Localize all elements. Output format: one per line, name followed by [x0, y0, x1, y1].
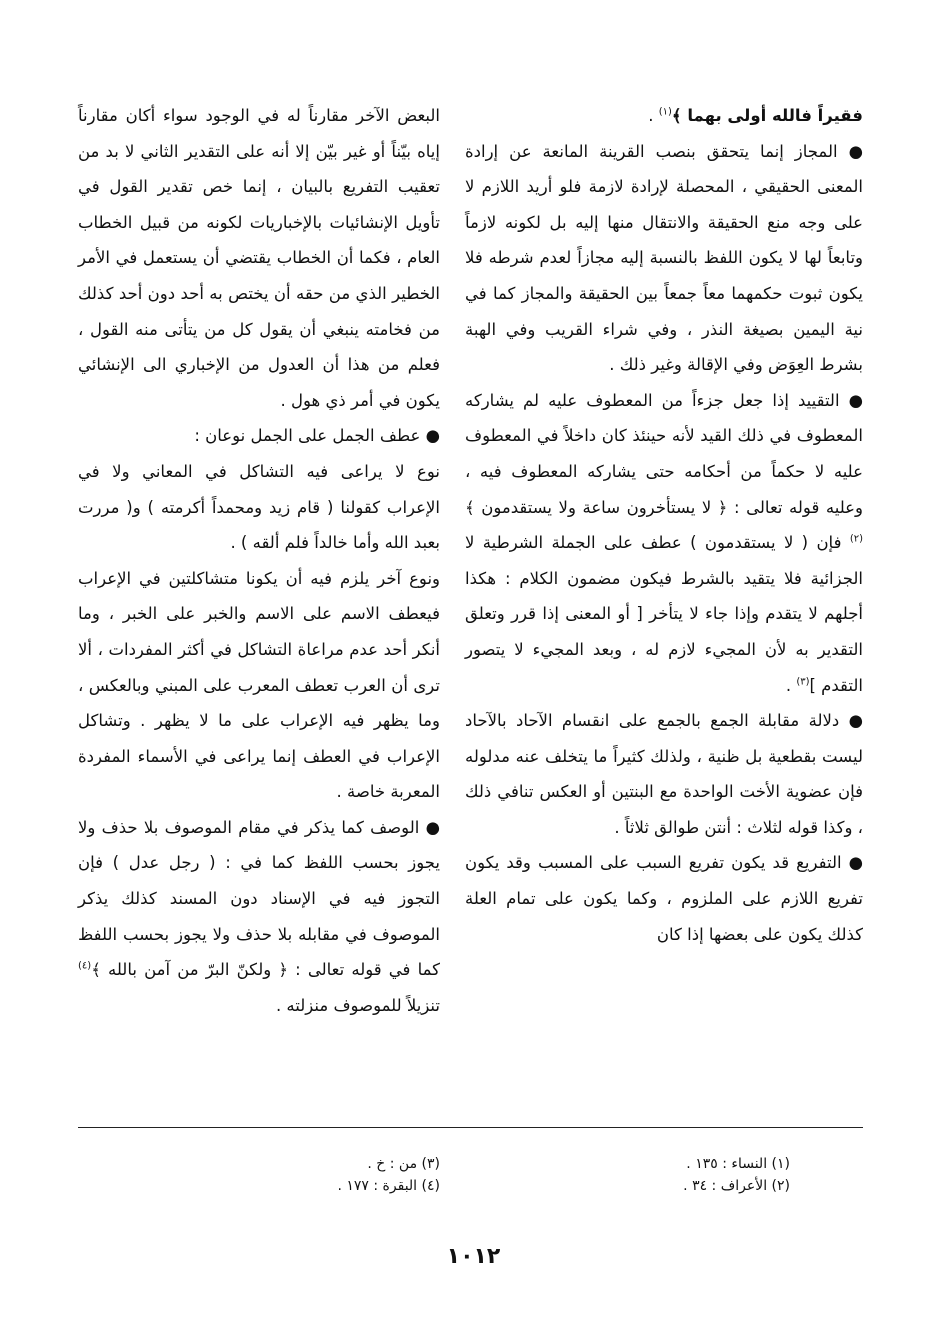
footnote-2: (٢) الأعراف : ٣٤ . [683, 1178, 790, 1194]
footnotes-left [140, 1153, 440, 1197]
left-column [78, 98, 440, 1023]
paragraph: البعض الآخر مقارناً له في الوجود سواء أكان مقارناً إياه بيّناً أو غير بيّن إلا أنه على التقدير الثاني لا بد من تعقيب التفريع بالبيان ، إنما خص تقدير القول في تأويل الإنشائيات بالإخباريات لكونه من قبيل الخطاب العام ، فكما أن الخطاب يقتضي أن يستعمل في الأمر الخطير الذي من حقه أن يختص به أحد دون أحد كذلك من فخامته ينبغي أن يقول كل من يتأتى منه القول ، فعلم من هذا أن العدول من الإخباري الى الإنشائي يكون في أمر ذي هول . [78, 106, 440, 410]
footnotes-right [480, 1153, 790, 1197]
footnote-divider [78, 1127, 863, 1128]
paragraph: نوع لا يراعى فيه التشاكل في المعاني ولا في الإعراب كقولنا ( قام زيد ومحمداً أكرمته ) و( مررت بعبد الله وأما خالداً فلم ألقه ) . [78, 461, 440, 553]
paragraph: فقيراً فالله أولى بهما ﴾$^{(١)}$ . [648, 106, 863, 125]
page-number: ١٠١٢ [446, 1244, 501, 1269]
paragraph: ● التقييد إذا جعل جزءاً من المعطوف عليه لم يشاركه المعطوف في ذلك القيد لأنه حينئذ كان داخلاً في المعطوف عليه لا حكماً من أحكامه حتى يشاركه المعطوف فيه ، وعليه قوله تعالى : ﴿ لا يستأخرون ساعة ولا يستقدمون ﴾$^{(٢)}$ فإن ( لا يستقدمون ) عطف على الجملة الشرطية لا الجزائية فلا يتقيد بالشرط فيكون مضمون الكلام : هكذا أجلهم لا يتقدم وإذا جاء لا يتأخر [ أو المعنى إذا قرر وتعلق التقدير به لأن المجيء لازم له ، وبعد المجيء لا يتصور التقدم ]$^{(٣)}$ . [465, 390, 863, 695]
right-column [465, 98, 863, 952]
footnote-4: (٤) البقرة : ١٧٧ . [337, 1178, 440, 1194]
footnote-1: (١) النساء : ١٣٥ . [686, 1156, 790, 1172]
paragraph: ● المجاز إنما يتحقق بنصب القرينة المانعة عن إرادة المعنى الحقيقي ، المحصلة لإرادة لازمة فلو أريد اللازم لا على وجه منع الحقيقة والانتقال منها إليه بل لكونه لازماً وتابعاً لها لا يكون اللفظ بالنسبة إليه مجازاً لعدم شرطه فلا يكون ثبوت حكمهما معاً جمعاً بين الحقيقة والمجاز كما في نية اليمين بصيغة النذر ، وفي شراء القريب وفي الهبة بشرط العِوَض وفي الإقالة وغير ذلك . [465, 141, 863, 375]
paragraph: ● التفريع قد يكون تفريع السبب على المسبب وقد يكون تفريع اللازم على الملزوم ، وكما يكون على تمام العلة كذلك يكون على بعضها إذا كان [465, 853, 863, 944]
paragraph: ● عطف الجمل على الجمل نوعان : [194, 426, 440, 446]
paragraph: ● دلالة مقابلة الجمع بالجمع على انقسام الآحاد بالآحاد ليست بقطعية بل ظنية ، ولذلك كثيراً ما يتخلف عنه مدلوله فإن عضوية الأخت الواحدة مع البنتين أو العكس تنافي ذلك ، وكذا قوله لثلاث : أنتن طوالق ثلاثاً . [465, 711, 863, 837]
footnote-3: (٣) من : خ . [367, 1156, 440, 1172]
paragraph: ونوع آخر يلزم فيه أن يكونا متشاكلتين في الإعراب فيعطف الاسم على الاسم والخبر على الخبر ، وما أنكر أحد عدم مراعاة التشاكل في أكثر المفردات ، ألا ترى أن العرب تعطف المعرب على المبني وبالعكس ، وما يظهر فيه الإعراب على ما لا يظهر . وتشاكل الإعراب في العطف إنما يراعى في الأسماء المفردة المعربة خاصة . [78, 568, 440, 802]
paragraph: ● الوصف كما يذكر في مقام الموصوف بلا حذف ولا يجوز بحسب اللفظ كما في : ( رجل عدل ) فإن التجوز فيه في الإسناد دون المسند كذلك يذكر الموصوف في مقابله بلا حذف ولا يجوز بحسب اللفظ كما في قوله تعالى : ﴿ ولكنّ البرّ من آمن بالله ﴾$^{(٤)}$ تنزيلاً للموصوف منزلته . [78, 817, 440, 1015]
